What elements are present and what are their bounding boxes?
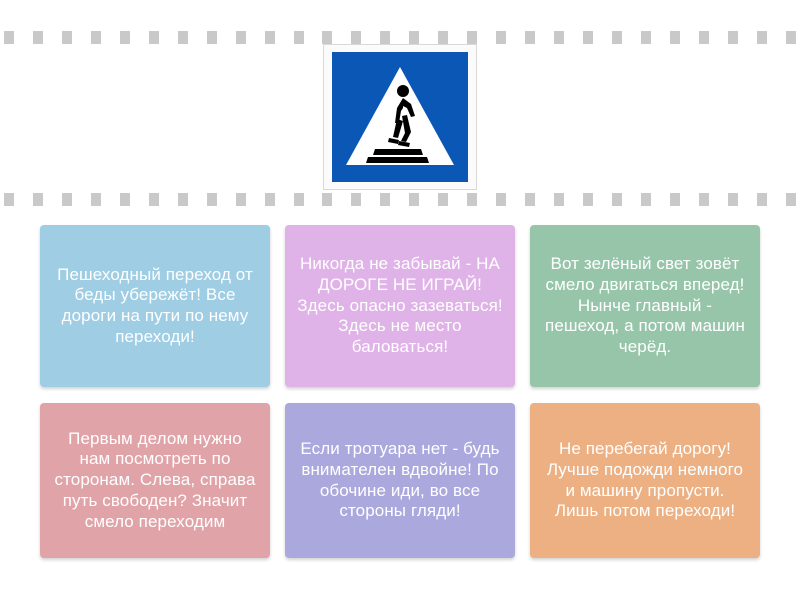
perforation (236, 193, 246, 206)
perforation (438, 193, 448, 206)
perforation (583, 193, 593, 206)
perforation (699, 31, 709, 44)
perforation (583, 31, 593, 44)
perforation (554, 193, 564, 206)
perforation (178, 31, 188, 44)
perforation (467, 193, 477, 206)
perforation (294, 31, 304, 44)
perforation (149, 193, 159, 206)
perforation (786, 193, 796, 206)
card-item[interactable] (285, 403, 515, 558)
perforation (757, 193, 767, 206)
perforation (554, 31, 564, 44)
perforation (467, 31, 477, 44)
perforation (322, 193, 332, 206)
filmstrip-perforations-bottom (0, 192, 800, 206)
perforation (728, 193, 738, 206)
perforation (757, 31, 767, 44)
perforation (351, 31, 361, 44)
perforation (62, 31, 72, 44)
cards-grid (40, 225, 760, 565)
perforation (149, 31, 159, 44)
perforation (91, 193, 101, 206)
perforation (525, 31, 535, 44)
perforation (207, 193, 217, 206)
perforation (4, 193, 14, 206)
perforation (380, 193, 390, 206)
perforation (62, 193, 72, 206)
perforation (294, 193, 304, 206)
perforation (178, 193, 188, 206)
perforation (496, 193, 506, 206)
perforation (265, 31, 275, 44)
perforation (91, 31, 101, 44)
perforation (641, 193, 651, 206)
perforation (409, 193, 419, 206)
card-text: Если тротуара нет - будь внимателен вдвойне! По обочине иди, во все стороны гляди! (300, 439, 500, 521)
perforation (380, 31, 390, 44)
perforation (699, 193, 709, 206)
perforation (322, 31, 332, 44)
perforation (728, 31, 738, 44)
perforation (670, 31, 680, 44)
perforation (612, 31, 622, 44)
card-text: Никогда не забывай - НА ДОРОГЕ НЕ ИГРАЙ! Здесь опасно зазеваться! Здесь не место баловаться! (297, 254, 503, 357)
perforation (120, 31, 130, 44)
perforation (207, 31, 217, 44)
card-text: Пешеходный переход от беды убережёт! Все дороги на пути по нему переходи! (57, 264, 253, 346)
sign-image-frame (323, 44, 477, 190)
perforation (4, 31, 14, 44)
card-text: Вот зелёный свет зовёт смело двигаться вперед! Нынче главный - пешеход, а потом машин черёд. (545, 254, 745, 357)
perforation (33, 193, 43, 206)
card-item[interactable] (530, 403, 760, 558)
perforation (786, 31, 796, 44)
perforation (641, 31, 651, 44)
perforation (670, 193, 680, 206)
card-text: Не перебегай дорогу! Лучше подожди немного и машину пропусти. Лишь потом переходи! (546, 439, 744, 521)
perforation (33, 31, 43, 44)
pedestrian-crossing-sign-icon (332, 52, 468, 182)
perforation (236, 31, 246, 44)
perforation (351, 193, 361, 206)
perforation (265, 193, 275, 206)
filmstrip-perforations-top (0, 30, 800, 44)
card-text: Первым делом нужно нам посмотреть по сторонам. Слева, справа путь свободен? Значит смело переходим (54, 428, 256, 531)
card-item[interactable] (40, 225, 270, 387)
pedestrian-crossing-sign-graphic (341, 61, 459, 173)
perforation (612, 193, 622, 206)
card-item[interactable] (285, 225, 515, 387)
perforation (120, 193, 130, 206)
perforation (496, 31, 506, 44)
perforation (409, 31, 419, 44)
perforation (525, 193, 535, 206)
card-item[interactable] (530, 225, 760, 387)
card-item[interactable] (40, 403, 270, 558)
perforation (438, 31, 448, 44)
